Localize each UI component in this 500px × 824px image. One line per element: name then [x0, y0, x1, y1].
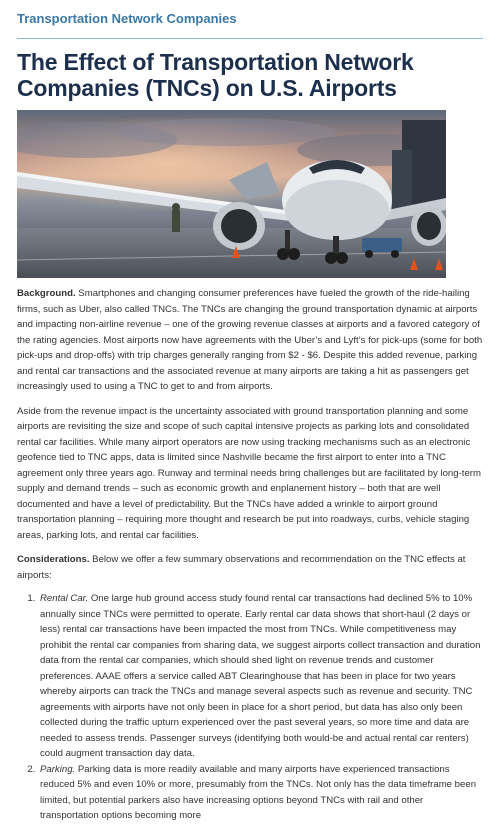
hero-airplane-image	[17, 110, 446, 278]
revenue-paragraph: Aside from the revenue impact is the uncertainty associated with ground transportation planning and some airports are revisiting the size and scope of such capital intensive projects as parking lots and consolidated rental car facilities. While many airport operators are now using tracking mechanisms such as an electronic geofence tied to TNC apps, data is limited since Nashville became the first airport to enter into a TNC agreement only three years ago. Runway and terminal needs bring challenges but are facilitated by long-term supply and demand trends – such as economic growth and enplanement history – both that are well documented and have a level of predictability. But the TNCs have added a wrinkle to airport ground transportation planning – requiring more thought and research be put into roadways, curbs, vehicle staging areas, parking lots, and rental car facilities.	[17, 405, 481, 541]
considerations-paragraph	[17, 552, 483, 583]
section-label: Transportation Network Companies	[17, 11, 237, 26]
considerations-lead: Considerations.	[17, 554, 90, 565]
considerations-list	[17, 591, 483, 824]
header-divider	[17, 38, 483, 39]
background-text: Smartphones and changing consumer preferences have fueled the growth of the ride-hailing firms, such as Uber, also called TNCs. The TNCs are changing the ground transportation dynamic at airports and impacting non-airline revenue – one of the growing revenue classes at airports and a favored category of the rating agencies. Most airports now have agreements with the Uber’s and Lyft’s for pick-ups (some for both pick-ups and drop-offs) with trip charges generally ranging from $2 - $6. Despite this added revenue, parking and rental car transactions and the associated revenue at many airports are taking a hit as passengers get increasingly used to using a TNC to get to and from airports.	[17, 288, 483, 392]
list-item-text: One large hub ground access study found rental car transactions had declined 5% to 10% annually since TNCs were permitted to operate. Early rental car data shows that short-haul (2 days or less) rental car transactions have been impacted the most from TNCs. While competitiveness may prohibit the rental car companies from sharing data, we suggest airports collect transaction and duration data from the rental car companies, which should shed light on revenue trends and customer preferences. AAAE offers a service called ABT Clearinghouse that has been in place for two years whereby airports can track the TNCs and manage several aspects such as revenue and security. TNC agreements with airports have not only been in place for a short period, but data has also only been collected during the traffic upturn experienced over the past several years, so more time and data are needed to assess trends. Passenger surveys (identifying both would-be and actual rental car renters) could augment transaction day data.	[40, 593, 481, 759]
list-item	[38, 591, 483, 762]
list-item-title: Parking.	[40, 763, 76, 775]
list-item-text: Parking data is more readily available and many airports have experienced transactions reduced 5% and even 10% or more, presumably from the TNCs. Not only has the data timeframe been limited, but potential parkers also have increasing options beyond TNCs with rail and other transportation options becoming more	[40, 763, 477, 821]
list-item-title: Rental Car.	[40, 593, 89, 604]
list-item	[38, 762, 483, 824]
considerations-text: Below we offer a few summary observations and recommendation on the TNC effects at airports:	[17, 554, 466, 581]
airplane-on-tarmac-photo	[17, 110, 446, 278]
background-lead: Background.	[17, 288, 76, 299]
article-title: The Effect of Transportation Network Companies (TNCs) on U.S. Airports	[17, 49, 414, 101]
background-paragraph	[17, 286, 483, 395]
